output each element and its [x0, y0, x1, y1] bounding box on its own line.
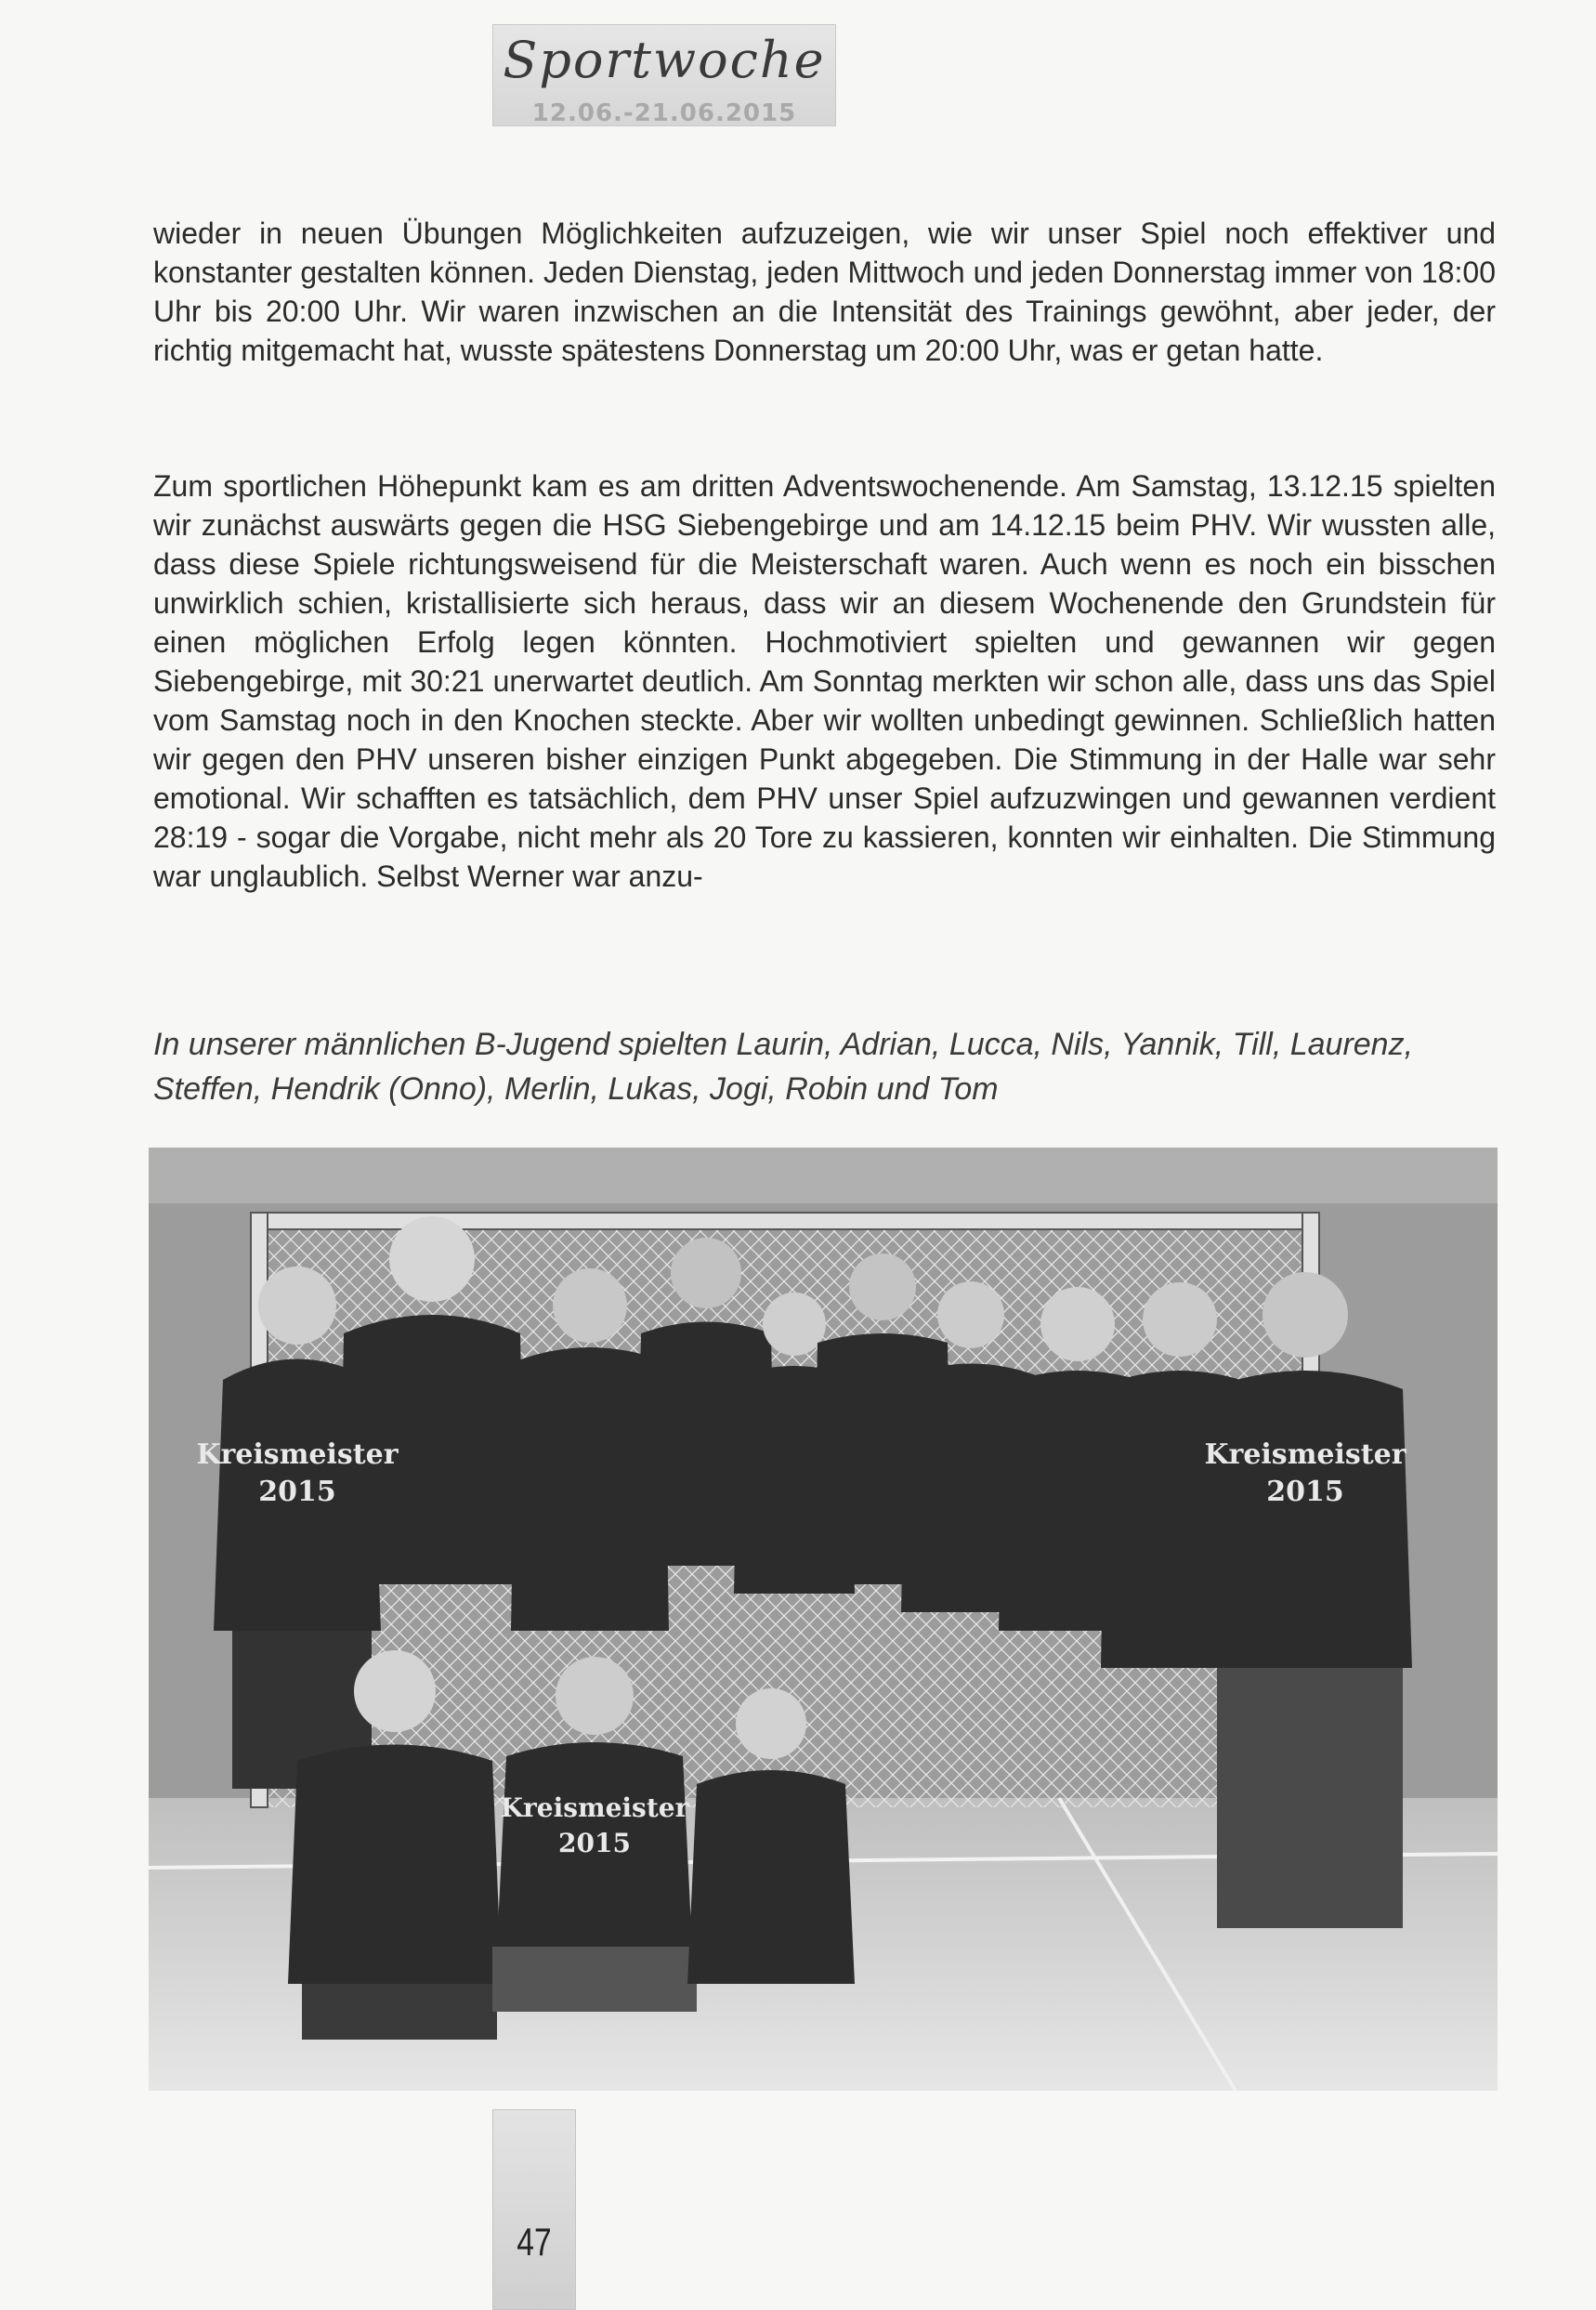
shirt-print-year: 2015 — [558, 1828, 631, 1858]
photo-caption: In unserer männlichen B-Jugend spielten Laurin, Adrian, Lucca, Nils, Yannik, Till, Laurenz, Steffen, Hendrik (Onno), Merlin, Lukas, Jogi, Robin und Tom — [153, 1027, 1414, 1107]
header-date: 12.06.-21.06.2015 — [531, 99, 797, 127]
shirt-print-text: Kreismeister — [196, 1438, 399, 1471]
header-banner — [492, 24, 836, 126]
page-number: 47 — [517, 2220, 552, 2264]
shirt-print-year: 2015 — [258, 1476, 336, 1508]
paragraph-2: Zum sportlichen Höhepunkt kam es am dritten Adventswochenende. Am Samstag, 13.12.15 spielten wir zunächst auswärts gegen die HSG Siebengebirge und am 14.12.15 beim PHV. Wir wussten alle, dass diese Spiele richtungsweisend für die Meisterschaft waren. Auch wenn es noch ein bisschen unwirklich schien, kristallisierte sich heraus, dass wir an diesem Wochenende den Grundstein für einen möglichen Erfolg legen könnten. Hochmotiviert spielten und gewannen wir gegen Siebengebirge, mit 30:21 unerwartet deutlich. Am Sonntag merkten wir schon alle, dass uns das Spiel vom Samstag noch in den Knochen steckte. Aber wir wollten unbedingt gewinnen. Schließlich hatten wir gegen den PHV unseren bisher einzigen Punkt abgegeben. Die Stimmung in der Halle war sehr emotional. Wir schafften es tatsächlich, dem PHV unser Spiel aufzuzwingen und gewannen verdient 28:19 - sogar die Vorgabe, nicht mehr als 20 Tore zu kassieren, konnten wir einhalten. Die Stimmung war unglaublich. Selbst Werner war anzu- — [153, 469, 1496, 893]
shirt-print-text: Kreismeister — [500, 1792, 689, 1823]
header-title: Sportwoche — [503, 31, 826, 89]
shirt-print-text: Kreismeister — [1204, 1438, 1406, 1471]
shirt-print-year: 2015 — [1266, 1476, 1344, 1508]
page-number-tab — [492, 2109, 576, 2310]
paragraph-1: wieder in neuen Übungen Möglichkeiten aufzuzeigen, wie wir unser Spiel noch effektiver und konstanter gestalten können. Jeden Dienstag, jeden Mittwoch und jeden Donnerstag immer von 18:00 Uhr bis 20:00 Uhr. Wir waren inzwischen an die Intensität des Trainings gewöhnt, aber jeder, der richtig mitgemacht hat, wusste spätestens Donnerstag um 20:00 Uhr, was er getan hatte. — [153, 217, 1496, 367]
team-photo — [149, 1148, 1498, 2091]
team-photo-illustration — [149, 1148, 1498, 2091]
